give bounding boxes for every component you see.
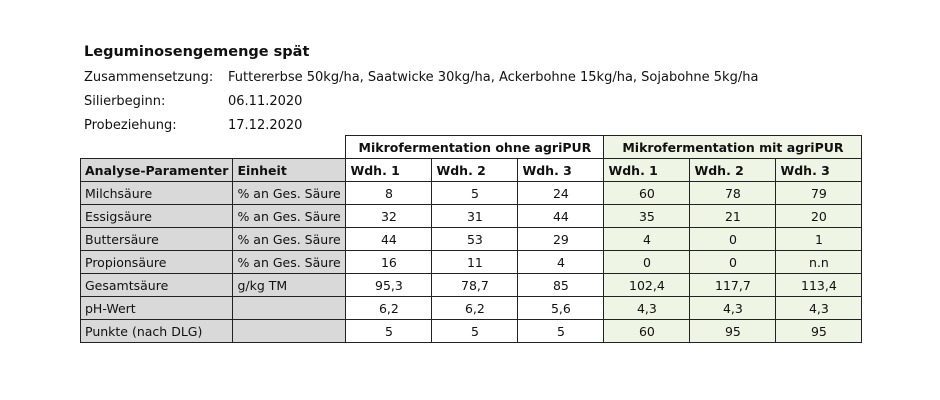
cell-parameter: Gesamtsäure [81, 274, 233, 297]
cell-wdh1-mit: 4,3 [604, 297, 690, 320]
cell-einheit: % an Ges. Säure [233, 205, 346, 228]
table-row [81, 274, 862, 297]
group-header-ohne: Mikrofermentation ohne agriPUR [346, 136, 604, 159]
cell-parameter: Propionsäure [81, 251, 233, 274]
cell-parameter: Buttersäure [81, 228, 233, 251]
cell-wdh1-mit: 0 [604, 251, 690, 274]
cell-wdh3-ohne: 85 [518, 274, 604, 297]
cell-wdh1-ohne: 95,3 [346, 274, 432, 297]
col-header-einheit: Einheit [233, 159, 346, 182]
cell-wdh3-ohne: 4 [518, 251, 604, 274]
col-header-wdh2-mit: Wdh. 2 [690, 159, 776, 182]
cell-wdh2-mit: 95 [690, 320, 776, 343]
cell-wdh3-ohne: 5,6 [518, 297, 604, 320]
cell-einheit [233, 297, 346, 320]
cell-wdh1-mit: 4 [604, 228, 690, 251]
cell-wdh3-ohne: 44 [518, 205, 604, 228]
cell-wdh2-ohne: 6,2 [432, 297, 518, 320]
cell-wdh1-ohne: 16 [346, 251, 432, 274]
cell-wdh2-ohne: 5 [432, 320, 518, 343]
cell-parameter: Milchsäure [81, 182, 233, 205]
cell-wdh2-ohne: 31 [432, 205, 518, 228]
cell-wdh3-mit: 1 [776, 228, 862, 251]
cell-wdh1-ohne: 8 [346, 182, 432, 205]
cell-wdh2-mit: 21 [690, 205, 776, 228]
cell-wdh2-ohne: 11 [432, 251, 518, 274]
cell-einheit: % an Ges. Säure [233, 251, 346, 274]
col-header-wdh3-mit: Wdh. 3 [776, 159, 862, 182]
page-title: Leguminosengemenge spät [84, 44, 310, 60]
cell-wdh3-mit: 95 [776, 320, 862, 343]
col-header-parameter: Analyse-Paramenter [81, 159, 233, 182]
meta-label-probeziehung: Probeziehung: [84, 118, 177, 133]
cell-wdh3-ohne: 5 [518, 320, 604, 343]
column-header-row [81, 159, 862, 182]
cell-parameter: Essigsäure [81, 205, 233, 228]
cell-wdh1-mit: 102,4 [604, 274, 690, 297]
cell-wdh3-mit: 20 [776, 205, 862, 228]
cell-wdh1-mit: 60 [604, 182, 690, 205]
cell-wdh2-ohne: 53 [432, 228, 518, 251]
analysis-table [80, 135, 862, 343]
meta-value-silierbeginn: 06.11.2020 [228, 94, 303, 109]
col-header-wdh3-ohne: Wdh. 3 [518, 159, 604, 182]
cell-wdh3-mit: n.n [776, 251, 862, 274]
table-row [81, 205, 862, 228]
table-row [81, 297, 862, 320]
cell-parameter: Punkte (nach DLG) [81, 320, 233, 343]
table-row [81, 182, 862, 205]
col-header-wdh2-ohne: Wdh. 2 [432, 159, 518, 182]
meta-value-probeziehung: 17.12.2020 [228, 118, 303, 133]
cell-wdh2-mit: 78 [690, 182, 776, 205]
col-header-wdh1-ohne: Wdh. 1 [346, 159, 432, 182]
cell-einheit: % an Ges. Säure [233, 182, 346, 205]
meta-label-silierbeginn: Silierbeginn: [84, 94, 166, 109]
table-row [81, 320, 862, 343]
cell-parameter: pH-Wert [81, 297, 233, 320]
cell-wdh3-mit: 79 [776, 182, 862, 205]
cell-wdh1-mit: 35 [604, 205, 690, 228]
col-header-wdh1-mit: Wdh. 1 [604, 159, 690, 182]
meta-value-zusammensetzung: Futtererbse 50kg/ha, Saatwicke 30kg/ha, Ackerbohne 15kg/ha, Sojabohne 5kg/ha [228, 70, 759, 85]
cell-wdh1-ohne: 6,2 [346, 297, 432, 320]
cell-wdh2-mit: 0 [690, 251, 776, 274]
cell-wdh2-ohne: 5 [432, 182, 518, 205]
cell-wdh1-ohne: 32 [346, 205, 432, 228]
cell-einheit [233, 320, 346, 343]
cell-einheit: % an Ges. Säure [233, 228, 346, 251]
group-header-row [81, 136, 862, 159]
cell-wdh1-ohne: 44 [346, 228, 432, 251]
table-row [81, 228, 862, 251]
cell-wdh1-mit: 60 [604, 320, 690, 343]
cell-wdh2-mit: 4,3 [690, 297, 776, 320]
cell-wdh2-mit: 117,7 [690, 274, 776, 297]
cell-einheit: g/kg TM [233, 274, 346, 297]
cell-wdh3-mit: 4,3 [776, 297, 862, 320]
table-row [81, 251, 862, 274]
group-header-mit: Mikrofermentation mit agriPUR [604, 136, 862, 159]
cell-wdh3-ohne: 29 [518, 228, 604, 251]
cell-wdh2-ohne: 78,7 [432, 274, 518, 297]
cell-wdh2-mit: 0 [690, 228, 776, 251]
cell-wdh3-ohne: 24 [518, 182, 604, 205]
cell-wdh1-ohne: 5 [346, 320, 432, 343]
meta-label-zusammensetzung: Zusammensetzung: [84, 70, 214, 85]
cell-wdh3-mit: 113,4 [776, 274, 862, 297]
